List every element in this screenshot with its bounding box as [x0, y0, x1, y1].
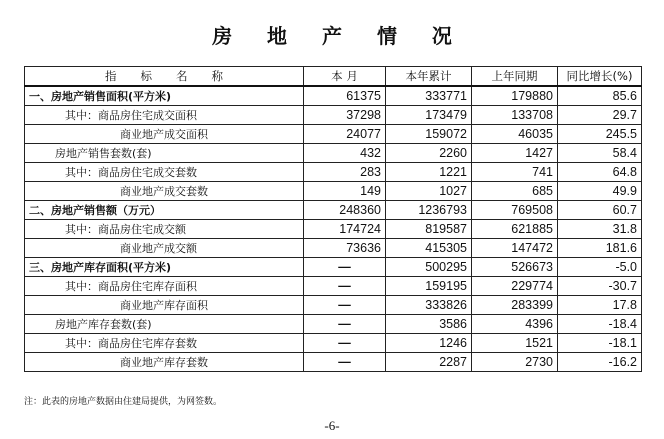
ytd-cell: 2260 — [386, 144, 472, 163]
indicator-name-cell: 二、房地产销售额（万元） — [25, 201, 304, 220]
yoy-growth-cell: 58.4 — [558, 144, 642, 163]
yoy-growth-cell: 29.7 — [558, 106, 642, 125]
last-year-cell: 1427 — [472, 144, 558, 163]
last-year-cell: 283399 — [472, 296, 558, 315]
table-row — [25, 106, 642, 125]
current-month-cell: — — [304, 277, 386, 296]
current-month-cell: — — [304, 258, 386, 277]
page-number: -6- — [324, 418, 340, 433]
current-month-cell: 37298 — [304, 106, 386, 125]
current-month-cell: — — [304, 296, 386, 315]
last-year-cell: 1521 — [472, 334, 558, 353]
indicator-name-cell: 商业地产成交额 — [25, 239, 304, 258]
indicator-name-cell: 房地产销售套数(套) — [25, 144, 304, 163]
yoy-growth-cell: 85.6 — [558, 86, 642, 106]
ytd-cell: 159072 — [386, 125, 472, 144]
yoy-growth-cell: 49.9 — [558, 182, 642, 201]
yoy-growth-cell: 60.7 — [558, 201, 642, 220]
last-year-cell: 147472 — [472, 239, 558, 258]
ytd-cell: 159195 — [386, 277, 472, 296]
table-row — [25, 125, 642, 144]
header-yoy-growth: 同比增长(%) — [558, 67, 642, 87]
indicator-name-cell: 商业地产成交面积 — [25, 125, 304, 144]
footnote: 注：此表的房地产数据由住建局提供，为网签数。 — [24, 397, 223, 407]
ytd-cell: 1236793 — [386, 201, 472, 220]
yoy-growth-cell: 245.5 — [558, 125, 642, 144]
table-row — [25, 315, 642, 334]
current-month-cell: 174724 — [304, 220, 386, 239]
table-row — [25, 296, 642, 315]
yoy-growth-cell: 64.8 — [558, 163, 642, 182]
yoy-growth-cell: -18.1 — [558, 334, 642, 353]
yoy-growth-cell: -5.0 — [558, 258, 642, 277]
yoy-growth-cell: 181.6 — [558, 239, 642, 258]
current-month-cell: — — [304, 315, 386, 334]
indicator-name-cell: 商业地产库存套数 — [25, 353, 304, 372]
current-month-cell: — — [304, 334, 386, 353]
ytd-cell: 500295 — [386, 258, 472, 277]
page-title: 房 地 产 情 况 — [212, 24, 466, 48]
ytd-cell: 333771 — [386, 86, 472, 106]
current-month-cell: 24077 — [304, 125, 386, 144]
indicator-name-cell: 其中：商品房住宅成交额 — [25, 220, 304, 239]
indicator-name-cell: 三、房地产库存面积(平方米) — [25, 258, 304, 277]
table-row — [25, 182, 642, 201]
last-year-cell: 4396 — [472, 315, 558, 334]
last-year-cell: 133708 — [472, 106, 558, 125]
real-estate-table — [24, 66, 642, 372]
table-row — [25, 144, 642, 163]
indicator-name-cell: 房地产库存套数(套) — [25, 315, 304, 334]
ytd-cell: 173479 — [386, 106, 472, 125]
table-row — [25, 201, 642, 220]
current-month-cell: 73636 — [304, 239, 386, 258]
current-month-cell: 283 — [304, 163, 386, 182]
current-month-cell: — — [304, 353, 386, 372]
last-year-cell: 685 — [472, 182, 558, 201]
current-month-cell: 432 — [304, 144, 386, 163]
last-year-cell: 46035 — [472, 125, 558, 144]
indicator-name-cell: 其中：商品房住宅成交面积 — [25, 106, 304, 125]
last-year-cell: 229774 — [472, 277, 558, 296]
ytd-cell: 3586 — [386, 315, 472, 334]
table-row — [25, 353, 642, 372]
yoy-growth-cell: 17.8 — [558, 296, 642, 315]
table-row — [25, 220, 642, 239]
indicator-name-cell: 其中：商品房住宅库存面积 — [25, 277, 304, 296]
header-last-year: 上年同期 — [472, 67, 558, 87]
current-month-cell: 61375 — [304, 86, 386, 106]
last-year-cell: 741 — [472, 163, 558, 182]
last-year-cell: 621885 — [472, 220, 558, 239]
indicator-name-cell: 商业地产成交套数 — [25, 182, 304, 201]
ytd-cell: 333826 — [386, 296, 472, 315]
ytd-cell: 1221 — [386, 163, 472, 182]
header-current-month: 本 月 — [304, 67, 386, 87]
ytd-cell: 819587 — [386, 220, 472, 239]
current-month-cell: 149 — [304, 182, 386, 201]
table-row — [25, 258, 642, 277]
last-year-cell: 2730 — [472, 353, 558, 372]
last-year-cell: 769508 — [472, 201, 558, 220]
yoy-growth-cell: -18.4 — [558, 315, 642, 334]
ytd-cell: 2287 — [386, 353, 472, 372]
indicator-name-cell: 商业地产库存面积 — [25, 296, 304, 315]
last-year-cell: 179880 — [472, 86, 558, 106]
ytd-cell: 1246 — [386, 334, 472, 353]
yoy-growth-cell: -16.2 — [558, 353, 642, 372]
table-row — [25, 86, 642, 106]
yoy-growth-cell: 31.8 — [558, 220, 642, 239]
table-row — [25, 163, 642, 182]
table-row — [25, 334, 642, 353]
table-header-row — [25, 67, 642, 87]
table-row — [25, 277, 642, 296]
table-body — [25, 86, 642, 372]
current-month-cell: 248360 — [304, 201, 386, 220]
indicator-name-cell: 其中：商品房住宅库存套数 — [25, 334, 304, 353]
header-ytd: 本年累计 — [386, 67, 472, 87]
yoy-growth-cell: -30.7 — [558, 277, 642, 296]
indicator-name-cell: 其中：商品房住宅成交套数 — [25, 163, 304, 182]
header-indicator-name: 指标名称 — [25, 67, 304, 87]
ytd-cell: 1027 — [386, 182, 472, 201]
ytd-cell: 415305 — [386, 239, 472, 258]
table-row — [25, 239, 642, 258]
last-year-cell: 526673 — [472, 258, 558, 277]
indicator-name-cell: 一、房地产销售面积(平方米) — [25, 86, 304, 106]
